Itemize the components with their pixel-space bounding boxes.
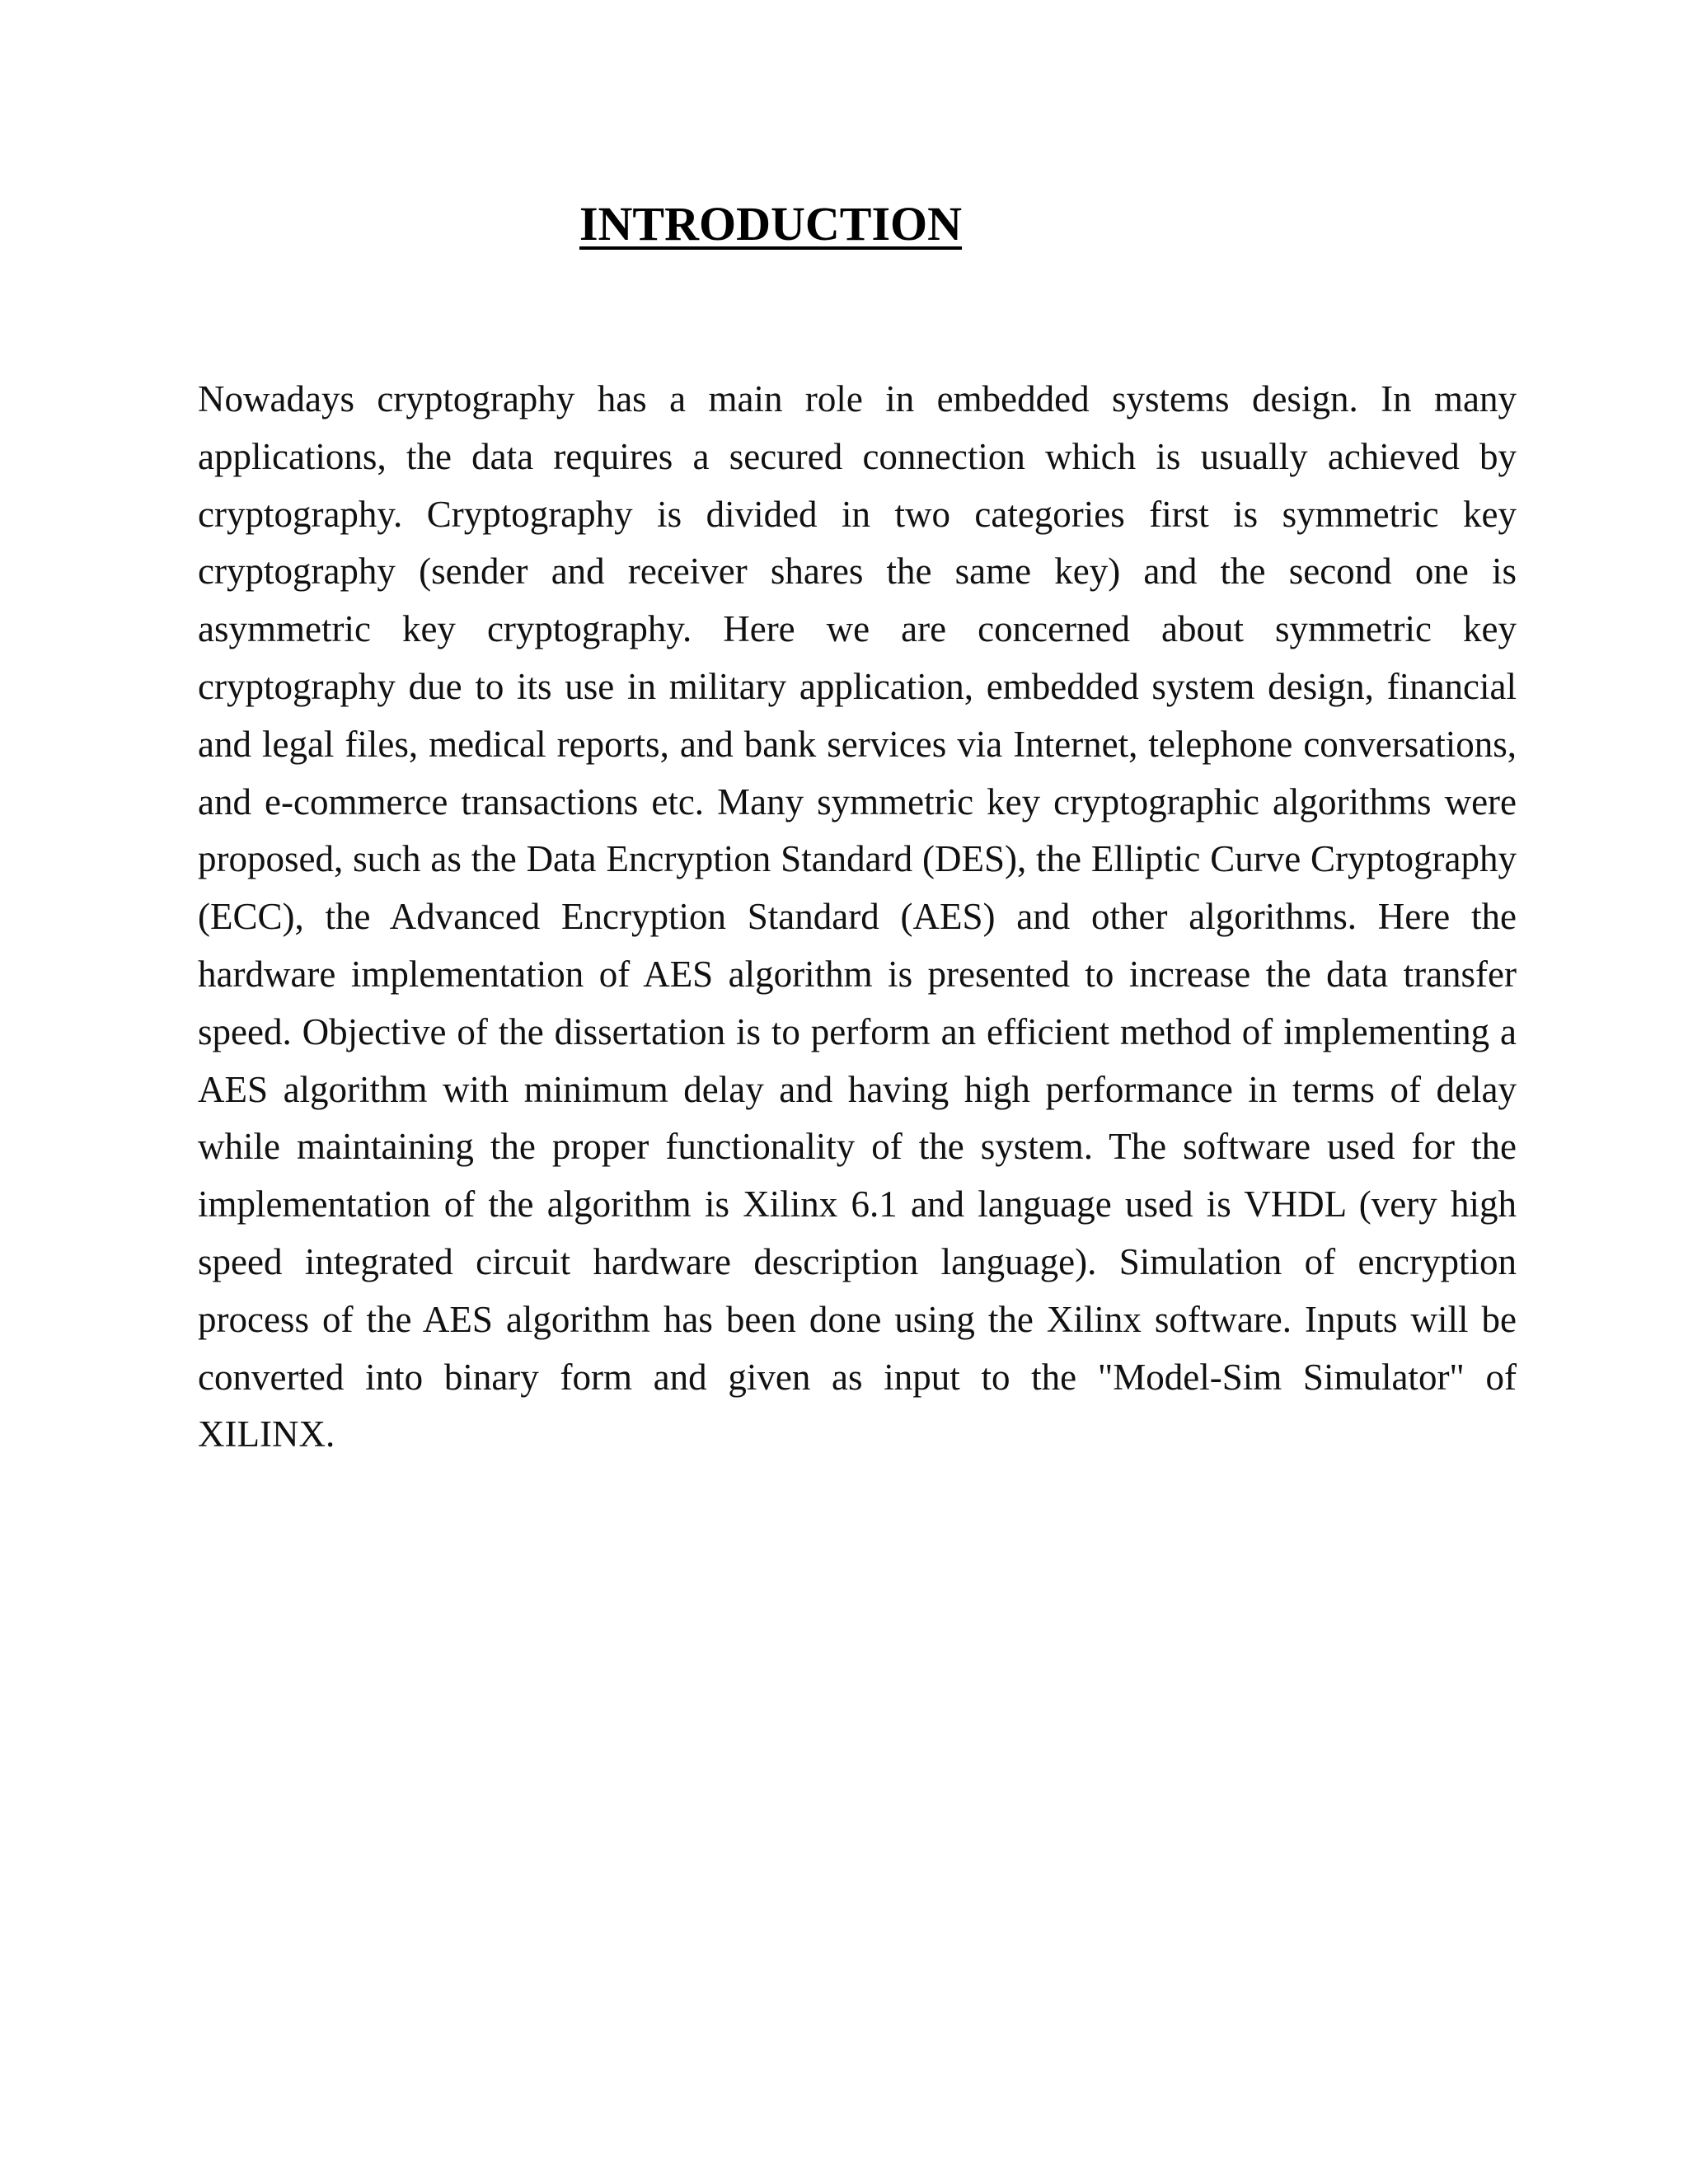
body-paragraph: Nowadays cryptography has a main role in embedded systems design. In many applications, the data requires a secured connection which is usually achieved by cryptography. Cryptography is divided in two categories first is symmetric key cryptography (sender and receiver shares the same key) and the second one is asymmetric key cryptography. Here we are concerned about symmetric key cryptography due to its use in military application, embedded system design, financial and legal files, medical reports, and bank services via Internet, telephone conversations, and e-commerce transactions etc. Many symmetric key cryptographic algorithms were proposed, such as the Data Encryption Standard (DES), the Elliptic Curve Cryptography (ECC), the Advanced Encryption Standard (AES) and other algorithms. Here the hardware implementation of AES algorithm is presented to increase the data transfer speed. Objective of the dissertation is to perform an efficient method of implementing a AES algorithm with minimum delay and having high performance in terms of delay while maintaining the proper functionality of the system. The software used for the implementation of the algorithm is Xilinx 6.1 and language used is VHDL (very high speed integrated circuit hardware description language). Simulation of encryption process of the AES algorithm has been done using the Xilinx software. Inputs will be converted into binary form and given as input to the "Model-Sim Simulator" of XILINX. [198, 378, 1517, 1455]
page-title: INTRODUCTION [579, 197, 963, 251]
